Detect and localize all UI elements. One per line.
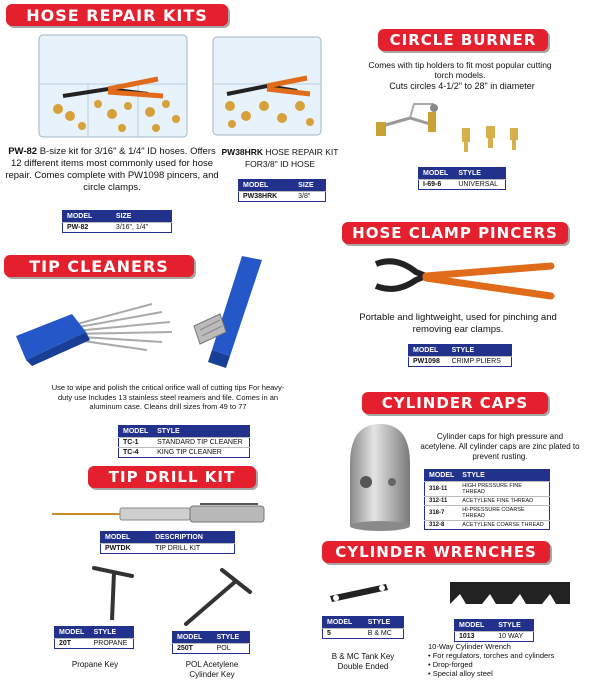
pol-key-caption [168, 660, 256, 680]
cylinder-caps-description: Cylinder caps for high pressure and acetylene. All cylinder caps are zinc plated to prevent rusting. [420, 432, 580, 461]
model-cell: 318-11 [425, 482, 459, 497]
style-cell: POL [213, 644, 250, 654]
table-row [63, 223, 172, 233]
style-cell: PROPANE [90, 639, 134, 649]
description-cell: TIP DRILL KIT [151, 544, 234, 554]
table-header: STYLE [448, 345, 512, 357]
table-header: MODEL [55, 627, 90, 639]
model-cell: I-69-6 [419, 180, 455, 190]
table-header: MODEL [409, 345, 448, 357]
table-row [239, 192, 326, 202]
pw82-desc-text: B-size kit for 3/16" & 1/4" ID hoses. Offers 12 different items most commonly used for hose repair. Comes complete with PW1098 pincers, and circle clamps. [5, 146, 219, 193]
table-header: MODEL [239, 180, 295, 192]
table-header: STYLE [153, 426, 249, 438]
tip-cleaners-spec-table [118, 425, 250, 458]
model-cell: 250T [173, 644, 213, 654]
pincers-image [366, 252, 566, 308]
model-cell: 312-8 [425, 521, 459, 530]
table-header: SIZE [294, 180, 325, 192]
pw38hrk-spec-table [238, 179, 326, 202]
bmc-wrench-caption-line-1: B & MC Tank Key [331, 652, 395, 661]
pol-key-image [178, 564, 256, 630]
ten-way-wrench-title: 10-Way Cylinder Wrench [428, 642, 511, 651]
tip-cleaner-standard-image [12, 288, 180, 366]
bmc-wrench-caption-line-2: Double Ended [337, 662, 389, 671]
cylinder-caps-spec-table [424, 469, 550, 530]
style-cell: CRIMP PLIERS [448, 357, 512, 367]
pw38hrk-desc-text: HOSE REPAIR KIT FOR3/8" ID HOSE [244, 147, 339, 169]
circle-burner-desc-2: Cuts circles 4-1/2" to 28" in diameter [389, 81, 535, 91]
table-header: MODEL [455, 620, 495, 632]
circle-burner-desc-1: Comes with tip holders to fit most popular cutting torch models. [368, 60, 552, 80]
table-header: MODEL [425, 470, 459, 482]
ten-way-wrench-caption [428, 642, 598, 678]
pw38hrk-description [220, 146, 340, 170]
table-row [425, 497, 550, 506]
tip-drill-spec-table [100, 531, 235, 554]
ten-way-wrench-image [446, 576, 574, 612]
pw82-spec-table [62, 210, 172, 233]
tip-cleaners-banner: TIP CLEANERS [4, 255, 194, 277]
circle-burner-image [370, 96, 540, 161]
pw82-desc-model: PW-82 [8, 146, 38, 157]
cylinder-caps-banner: CYLINDER CAPS [362, 392, 548, 414]
table-header: STYLE [454, 168, 505, 180]
style-cell: HIGH PRESSURE FINE THREAD [458, 482, 549, 497]
style-cell: 10 WAY [494, 632, 533, 642]
ten-way-bullet: • Drop-forged [428, 660, 473, 669]
table-header: SIZE [112, 211, 172, 223]
style-cell: ACETYLENE FINE THREAD [458, 497, 549, 506]
table-header: STYLE [90, 627, 134, 639]
wrench-1013-spec-table [454, 619, 534, 642]
table-header: MODEL [323, 617, 364, 629]
cylinder-wrenches-banner: CYLINDER WRENCHES [322, 541, 550, 563]
model-cell: 1013 [455, 632, 495, 642]
table-row [409, 357, 512, 367]
model-cell: TC-1 [119, 438, 154, 448]
table-header: MODEL [101, 532, 152, 544]
table-header: MODEL [119, 426, 154, 438]
size-cell: 3/8" [294, 192, 325, 202]
circle-burner-banner: CIRCLE BURNER [378, 29, 548, 51]
tip-drill-image [50, 498, 270, 528]
hose-repair-kits-banner: HOSE REPAIR KITS [6, 4, 228, 26]
table-header: STYLE [364, 617, 404, 629]
model-cell: TC-4 [119, 448, 154, 458]
model-cell: 318-7 [425, 506, 459, 521]
table-header: MODEL [173, 632, 213, 644]
model-cell: 20T [55, 639, 90, 649]
wrench-5-spec-table [322, 616, 404, 639]
pol-key-caption-line-2: Cylinder Key [189, 670, 235, 679]
model-cell: PW38HRK [239, 192, 295, 202]
table-row [425, 482, 550, 497]
wrench-20t-spec-table [54, 626, 134, 649]
table-header: STYLE [213, 632, 250, 644]
table-row [55, 639, 134, 649]
model-cell: 5 [323, 629, 364, 639]
table-row [119, 448, 250, 458]
style-cell: UNIVERSAL [454, 180, 505, 190]
pol-key-caption-line-1: POL Acetylene [185, 660, 239, 669]
pincers-description: Portable and lightweight, used for pinching and removing ear clamps. [359, 312, 557, 335]
tip-cleaner-king-image [190, 252, 280, 376]
model-cell: PW-82 [63, 223, 112, 233]
wrench-250t-spec-table [172, 631, 250, 654]
style-cell: KING TIP CLEANER [153, 448, 249, 458]
table-header: DESCRIPTION [151, 532, 234, 544]
hose-clamp-pincers-banner: HOSE CLAMP PINCERS [342, 222, 568, 244]
style-cell: ACETYLENE COARSE THREAD [458, 521, 549, 530]
style-cell: HI-PRESSURE COARSE THREAD [458, 506, 549, 521]
propane-key-image [84, 562, 144, 624]
bmc-wrench-caption [318, 652, 408, 672]
pw82-kit-image [38, 34, 188, 138]
ten-way-bullet: • Special alloy steel [428, 669, 493, 678]
table-row [119, 438, 250, 448]
circle-burner-spec-table [418, 167, 506, 190]
tip-drill-kit-banner: TIP DRILL KIT [88, 466, 256, 488]
table-row [101, 544, 235, 554]
table-header: MODEL [63, 211, 112, 223]
table-row [173, 644, 250, 654]
table-header: MODEL [419, 168, 455, 180]
propane-key-caption: Propane Key [71, 660, 119, 669]
table-row [419, 180, 506, 190]
table-row [323, 629, 404, 639]
pincers-spec-table [408, 344, 512, 367]
model-cell: PW1098 [409, 357, 448, 367]
pw82-description [2, 146, 222, 194]
model-cell: PWTDK [101, 544, 152, 554]
style-cell: STANDARD TIP CLEANER [153, 438, 249, 448]
table-header: STYLE [458, 470, 549, 482]
size-cell: 3/16", 1/4" [112, 223, 172, 233]
model-cell: 312-11 [425, 497, 459, 506]
tip-cleaners-description: Use to wipe and polish the critical orifice wall of cutting tips For heavy-duty use Includes 13 stainless steel reamers and file. Comes in an aluminum case. Cleans drill sizes from 49 to 77 [51, 383, 285, 411]
style-cell: B & MC [364, 629, 404, 639]
table-row [425, 506, 550, 521]
pw38hrk-desc-model: PW38HRK [221, 147, 264, 157]
table-header: STYLE [494, 620, 533, 632]
table-row [425, 521, 550, 530]
ten-way-bullet: • For regulators, torches and cylinders [428, 651, 555, 660]
pw38hrk-kit-image [212, 36, 322, 136]
cylinder-cap-image [340, 418, 420, 532]
bmc-wrench-image [326, 578, 392, 606]
table-row [455, 632, 534, 642]
